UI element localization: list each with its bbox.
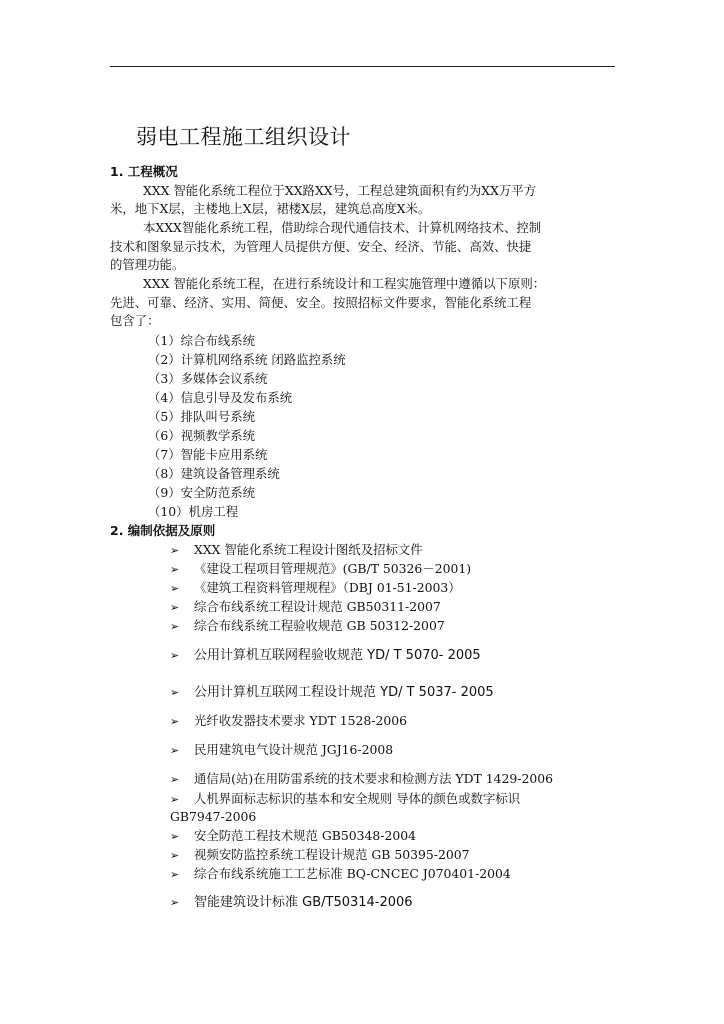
system-list-item: （4）信息引导及发布系统 xyxy=(148,390,293,405)
reference-item xyxy=(170,646,481,665)
reference-text: 人机界面标志标识的基本和安全规则 导体的颜色或数字标识 xyxy=(194,791,521,806)
arrow-bullet-icon: ➢ xyxy=(170,849,180,862)
paragraph-line: XXX 智能化系统工程，在进行系统设计和工程实施管理中遵循以下原则： xyxy=(143,276,546,291)
system-list-item: （2）计算机网络系统 闭路监控系统 xyxy=(148,352,346,367)
arrow-bullet-icon: ➢ xyxy=(170,830,180,843)
reference-item xyxy=(170,865,511,884)
system-list-item: （5）排队叫号系统 xyxy=(148,409,256,424)
reference-text: 《建筑工程资料管理规程》（DBJ 01-51-2003） xyxy=(194,580,461,595)
reference-text: 综合布线系统施工工艺标准 BQ-CNCEC J070401-2004 xyxy=(194,866,511,881)
reference-item xyxy=(170,741,393,760)
arrow-bullet-icon: ➢ xyxy=(170,649,180,662)
reference-item xyxy=(170,541,423,560)
reference-item xyxy=(170,770,553,789)
system-list-item: （1）综合布线系统 xyxy=(148,333,256,348)
section-2-heading: 2. 编制依据及原则 xyxy=(110,523,216,538)
arrow-bullet-icon: ➢ xyxy=(170,686,180,699)
reference-text: 智能建筑设计标准 GB/T50314-2006 xyxy=(194,895,413,910)
arrow-bullet-icon: ➢ xyxy=(170,544,180,557)
system-list-item: （3）多媒体会议系统 xyxy=(148,371,268,386)
reference-text: 综合布线系统工程设计规范 GB50311-2007 xyxy=(194,599,441,614)
reference-text: 视频安防监控系统工程设计规范 GB 50395-2007 xyxy=(194,847,470,862)
system-list-item: （6）视频教学系统 xyxy=(148,428,256,443)
reference-text: 安全防范工程技术规范 GB50348-2004 xyxy=(194,828,416,843)
paragraph-line: XXX 智能化系统工程位于XX路XX号，工程总建筑面积有约为XX万平方 xyxy=(143,183,537,198)
paragraph-line: 包含了： xyxy=(110,313,160,328)
system-list-item: （9）安全防范系统 xyxy=(148,485,256,500)
reference-item xyxy=(170,683,494,702)
arrow-bullet-icon: ➢ xyxy=(170,563,180,576)
reference-text: 综合布线系统工程验收规范 GB 50312-2007 xyxy=(194,618,445,633)
reference-item xyxy=(170,827,416,846)
section-1-heading: 1. 工程概况 xyxy=(110,164,178,179)
paragraph-line: 本XXX智能化系统工程，借助综合现代通信技术、计算机网络技术、控制 xyxy=(143,220,542,235)
reference-text: 公用计算机互联网工程设计规范 YD/ T 5037- 2005 xyxy=(194,685,494,700)
reference-text: 《建设工程项目管理规范》(GB/T 50326－2001) xyxy=(194,561,472,576)
header-rule xyxy=(110,66,615,67)
reference-item xyxy=(170,598,441,617)
arrow-bullet-icon: ➢ xyxy=(170,582,180,595)
reference-item xyxy=(170,617,445,636)
paragraph-line: 的管理功能。 xyxy=(110,257,185,272)
arrow-bullet-icon: ➢ xyxy=(170,620,180,633)
reference-item xyxy=(170,893,413,912)
paragraph-line: 米，地下X层，主楼地上X层，裙楼X层，建筑总高度X米。 xyxy=(110,201,431,216)
reference-item xyxy=(170,579,461,598)
paragraph-line: 技术和图象显示技术，为管理人员提供方便、安全、经济、节能、高效、快捷 xyxy=(110,239,532,254)
system-list-item: （7）智能卡应用系统 xyxy=(148,447,268,462)
system-list-item: （8）建筑设备管理系统 xyxy=(148,466,280,481)
reference-item xyxy=(170,712,407,731)
reference-text: 光纤收发器技术要求 YDT 1528-2006 xyxy=(194,713,408,728)
page-title: 弱电工程施工组织设计 xyxy=(136,125,351,149)
system-list-item: （10）机房工程 xyxy=(148,504,239,519)
arrow-bullet-icon: ➢ xyxy=(170,868,180,881)
reference-text: 民用建筑电气设计规范 JGJ16-2008 xyxy=(194,742,394,757)
paragraph-line: 先进、可靠、经济、实用、简便、安全。按照招标文件要求，智能化系统工程 xyxy=(110,295,532,310)
reference-item xyxy=(170,790,520,809)
arrow-bullet-icon: ➢ xyxy=(170,601,180,614)
arrow-bullet-icon: ➢ xyxy=(170,793,180,806)
reference-item xyxy=(170,560,471,579)
arrow-bullet-icon: ➢ xyxy=(170,896,180,909)
arrow-bullet-icon: ➢ xyxy=(170,773,180,786)
reference-continuation: GB7947-2006 xyxy=(170,809,257,824)
reference-text: 通信局(站)在用防雷系统的技术要求和检测方法 YDT 1429-2006 xyxy=(194,771,553,786)
arrow-bullet-icon: ➢ xyxy=(170,715,180,728)
reference-text: XXX 智能化系统工程设计图纸及招标文件 xyxy=(194,542,423,557)
reference-item xyxy=(170,846,470,865)
reference-text: 公用计算机互联网程验收规范 YD/ T 5070- 2005 xyxy=(194,648,481,663)
arrow-bullet-icon: ➢ xyxy=(170,744,180,757)
